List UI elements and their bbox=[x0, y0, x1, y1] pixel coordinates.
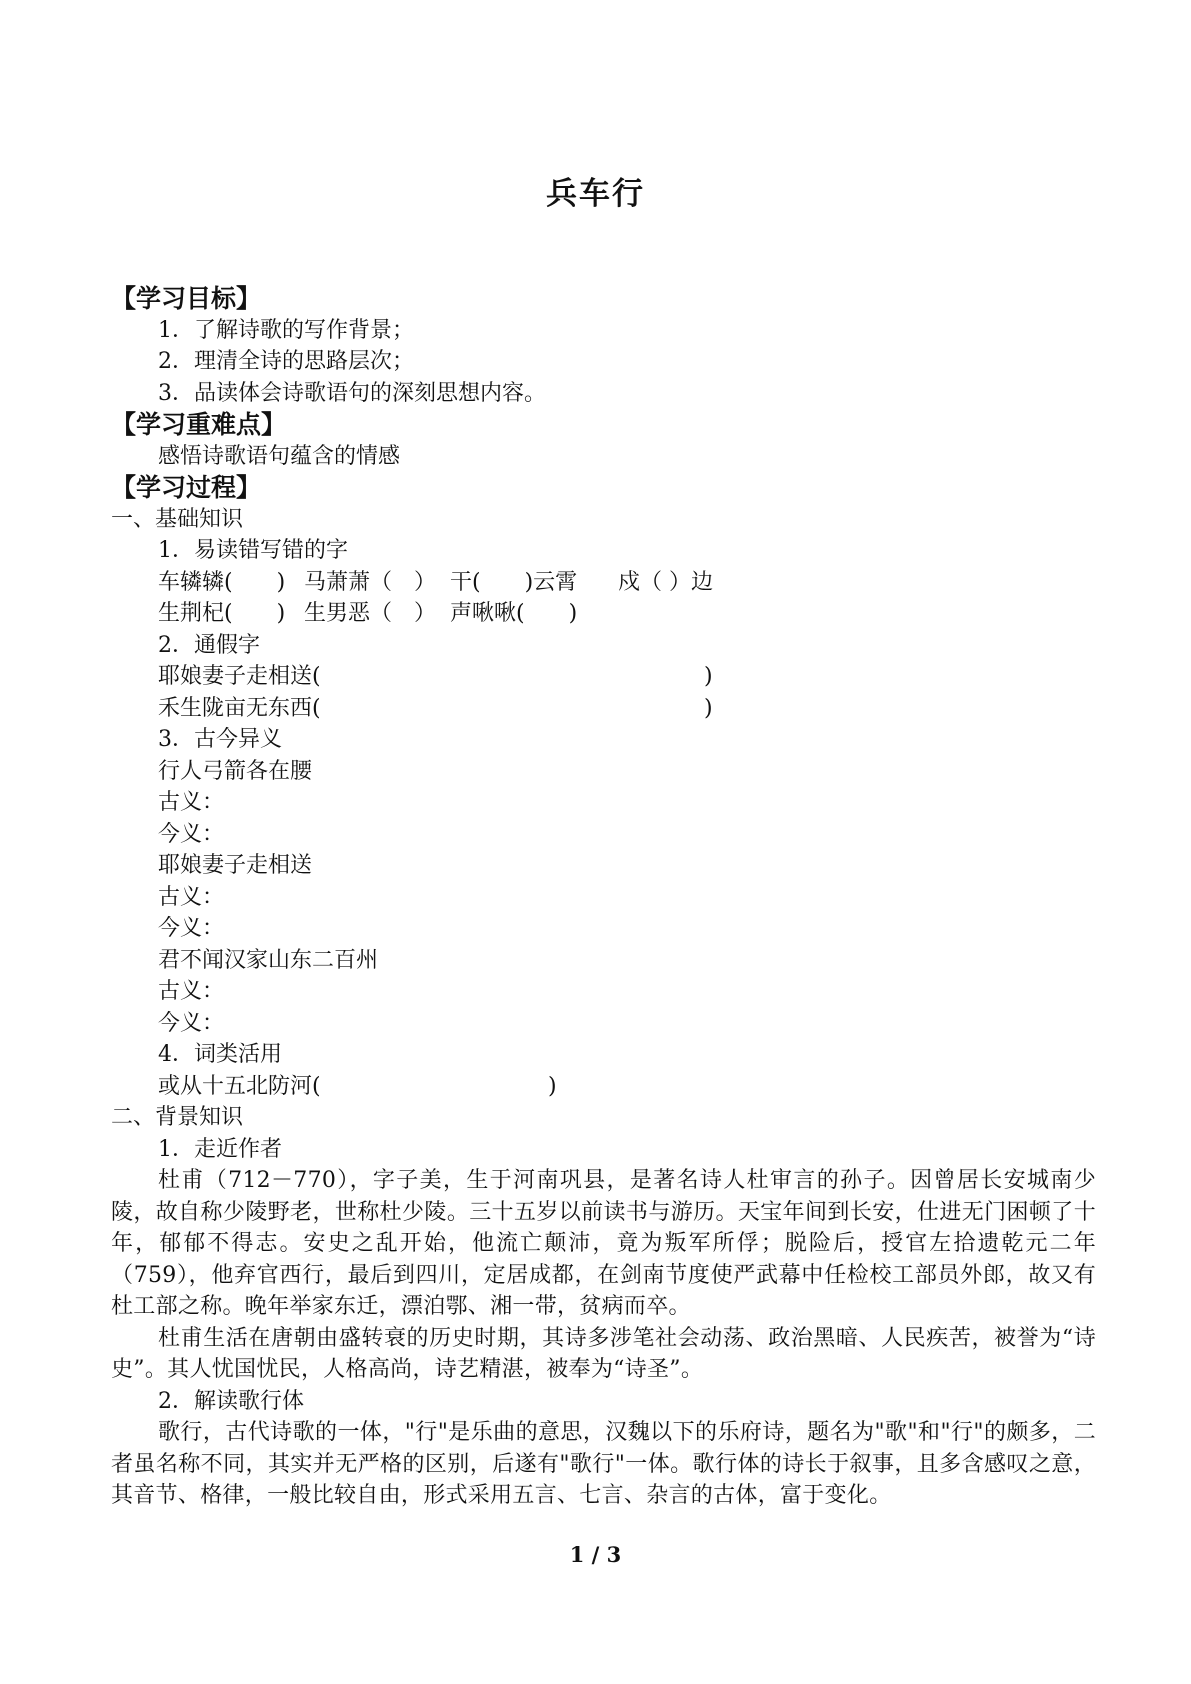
question-title: 2．通假字 bbox=[158, 632, 260, 658]
example-sentence: 耶娘妻子走相送 bbox=[158, 853, 313, 878]
basics-title: 一、基础知识 bbox=[111, 506, 244, 532]
fill-line bbox=[111, 693, 1096, 725]
author-paragraph: 杜甫生活在唐朝由盛转衰的历史时期，其诗多涉笔社会动荡、政治黑暗、人民疾苦，被誉为“诗史”。其人忧国忧民，人格高尚，诗艺精湛，被奉为“诗圣”。 bbox=[111, 1325, 1096, 1382]
new-meaning-label: 今义： bbox=[158, 916, 225, 941]
subsection-title: 2．解读歌行体 bbox=[158, 1388, 304, 1414]
fill-line bbox=[111, 661, 1096, 693]
fill-close: ) bbox=[704, 664, 713, 689]
document-body bbox=[111, 283, 1096, 1512]
example-sentence: 行人弓箭各在腰 bbox=[158, 758, 313, 784]
old-meaning-label: 古义： bbox=[158, 790, 225, 815]
section-heading-focus: 【学习重难点】 bbox=[111, 410, 287, 439]
question-title: 4．词类活用 bbox=[158, 1042, 282, 1067]
section-heading-goals: 【学习目标】 bbox=[111, 284, 262, 313]
example-sentence: 君不闻汉家山东二百州 bbox=[158, 947, 379, 973]
section-heading-process: 【学习过程】 bbox=[111, 473, 262, 502]
goal-item: 1．了解诗歌的写作背景； bbox=[158, 317, 414, 343]
word-blank: 马萧萧（ ） bbox=[304, 569, 437, 595]
goal-item: 3．品读体会诗歌语句的深刻思想内容。 bbox=[158, 380, 546, 406]
fill-close: ) bbox=[548, 1073, 557, 1099]
question-title: 1．易读错写错的字 bbox=[158, 538, 348, 563]
word-blank: 生荆杞( ) bbox=[158, 601, 286, 626]
word-row bbox=[111, 598, 1096, 630]
question-title: 3．古今异义 bbox=[158, 727, 282, 752]
old-meaning-label: 古义： bbox=[158, 884, 225, 910]
author-paragraph: 杜甫（712－770），字子美，生于河南巩县，是著名诗人杜审言的孙子。因曾居长安城南少陵，故自称少陵野老，世称杜少陵。三十五岁以前读书与游历。天宝年间到长安，仕进无门困顿了十年，郁郁不得志。安史之乱开始，他流亡颠沛，竟为叛军所俘；脱险后，授官左拾遗乾元二年（759），他弃官西行，最后到四川，定居成都，在剑南节度使严武幕中任检校工部员外郎，故又有杜工部之称。晚年举家东迁，漂泊鄂、湘一带，贫病而卒。 bbox=[111, 1168, 1096, 1319]
fill-sentence: 禾生陇亩无东西( bbox=[158, 695, 321, 721]
fill-sentence: 耶娘妻子走相送( bbox=[158, 664, 321, 689]
word-blank: 戍（ ）边 bbox=[618, 569, 713, 595]
fill-line bbox=[111, 1071, 1096, 1103]
goal-item: 2．理清全诗的思路层次； bbox=[158, 349, 414, 374]
new-meaning-label: 今义： bbox=[158, 821, 225, 847]
focus-text: 感悟诗歌语句蕴含的情感 bbox=[158, 443, 401, 469]
page-number: 1 / 3 bbox=[569, 1542, 622, 1567]
subsection-title: 1．走近作者 bbox=[158, 1136, 282, 1162]
fill-close: ) bbox=[704, 695, 713, 721]
word-row bbox=[111, 567, 1096, 599]
old-meaning-label: 古义： bbox=[158, 979, 225, 1004]
genre-paragraph: 歌行，古代诗歌的一体，"行"是乐曲的意思，汉魏以下的乐府诗，题名为"歌"和"行"的颇多，二者虽名称不同，其实并无严格的区别，后遂有"歌行"一体。歌行体的诗长于叙事，且多含感叹之意，其音节、格律，一般比较自由，形式采用五言、七言、杂言的古体，富于变化。 bbox=[111, 1420, 1096, 1508]
new-meaning-label: 今义： bbox=[158, 1010, 225, 1036]
background-title: 二、背景知识 bbox=[111, 1105, 244, 1130]
document-title: 兵车行 bbox=[546, 176, 645, 212]
word-blank: 车辚辚( ) bbox=[158, 569, 286, 595]
word-blank: 生男恶（ ） bbox=[304, 601, 437, 626]
word-blank: 干( )云霄 bbox=[450, 569, 578, 595]
word-blank: 声啾啾( ) bbox=[450, 601, 578, 626]
fill-sentence: 或从十五北防河( bbox=[158, 1073, 321, 1099]
